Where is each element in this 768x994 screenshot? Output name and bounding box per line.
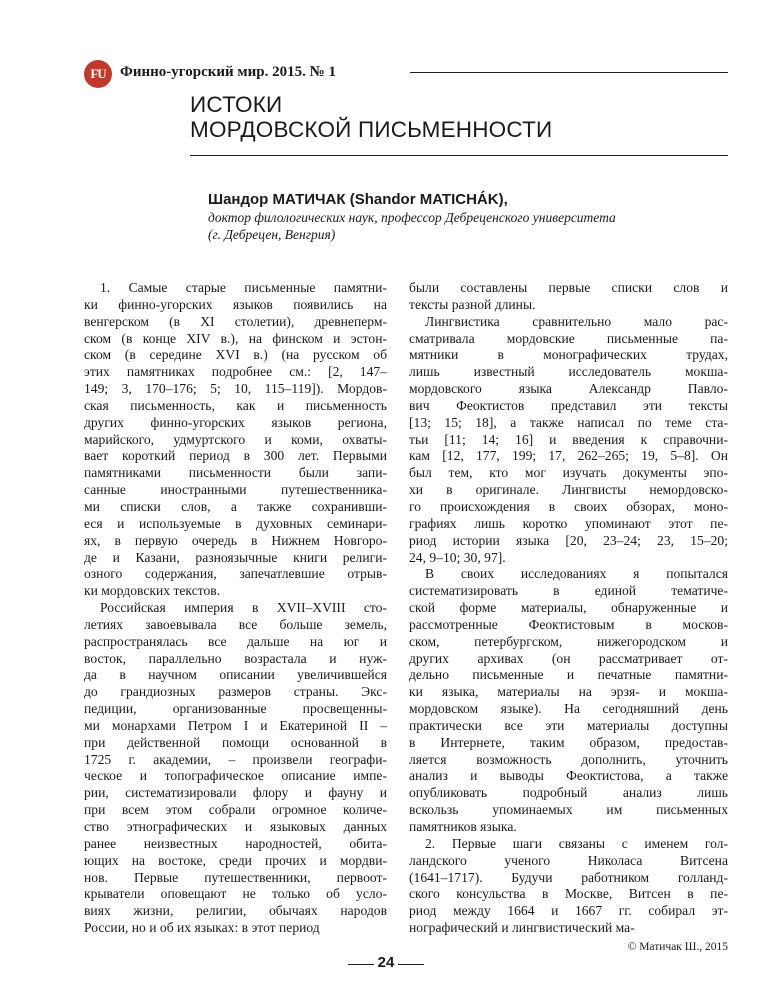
text-line: ческое и топографическое описание импе-: [84, 768, 387, 784]
text-line: ляется возможность дополнить, уточнить: [409, 751, 728, 767]
text-line: мордовском языке). На сегодняшний день: [409, 701, 728, 717]
title-divider: [190, 155, 728, 156]
text-line: ми монархами Петром I и Екатериной II –: [84, 717, 387, 733]
text-line: ки мордовских текстов.: [84, 583, 221, 599]
text-line: 24, 9–10; 30, 97].: [409, 549, 506, 565]
text-line: других архивах (он рассматривает от-: [409, 650, 728, 666]
text-line: 1. Самые старые письменные памятни-: [100, 280, 387, 295]
text-line: лишь известный исследователь мокша-: [409, 364, 728, 380]
journal-logo-icon: FU: [84, 60, 112, 88]
text-line: памятниками письменности были запи-: [84, 465, 387, 481]
header-divider: [410, 72, 728, 73]
text-line: де и Казани, разноязычные книги религи-: [84, 549, 387, 565]
text-line: были составлены первые списки слов и: [409, 280, 728, 295]
article-title: [190, 92, 552, 142]
text-line: дельно письменные и печатные памятни-: [409, 667, 728, 683]
text-line: летиях завоевывала все больше земель,: [84, 616, 387, 632]
text-line: памятников языка.: [409, 819, 517, 834]
text-line: ство этнографических и языковых данных: [84, 819, 387, 834]
text-line: хи в оригинале. Лингвисты немордовско-: [409, 482, 728, 498]
text-line: ранее неизвестных народностей, обита-: [84, 835, 387, 851]
text-line: крыватели оповещают не только об усло-: [84, 886, 387, 902]
text-line: риод истории языка [20, 23–24; 23, 15–20;: [409, 532, 728, 548]
text-line: ландского ученого Николаса Витсена: [409, 852, 728, 868]
text-line: [13; 15; 18], а также написал по теме ста-: [409, 414, 728, 430]
text-line: еся и используемые в духовных семинари-: [84, 515, 387, 531]
text-line: ском (в конце XIV в.), на финском и эстон-: [84, 330, 387, 346]
text-line: 1725 г. академии, – произвели географи-: [84, 751, 387, 767]
text-line: ском (в середине XVI в.) (на русском об: [84, 347, 387, 363]
text-line: вич Феоктистов представил эти тексты: [409, 397, 728, 413]
author-name: Шандор МАТИЧАК (Shandor MATICHÁK),: [208, 191, 508, 208]
text-line: распространялась все дальше на юг и: [84, 633, 387, 649]
text-line: при всем этом собрали огромное количе-: [84, 802, 387, 818]
text-column-right: [409, 280, 728, 937]
text-line: озного содержания, запечатлевшие отрыв-: [84, 566, 387, 582]
text-line: Лингвистика сравнительно мало рас-: [425, 313, 728, 329]
text-line: графиях лишь коротко упоминают этот пе-: [409, 515, 728, 531]
text-line: мятники в монографических трудах,: [409, 347, 728, 363]
text-line: венгерском (в XI столетии), древнеперм-: [84, 313, 387, 329]
text-line: го происхождения в своих обзорах, моно-: [409, 498, 728, 514]
text-line: России, но и об их языках: в этот период: [84, 920, 320, 936]
text-line: ском, петербургском, нижегородском и: [409, 633, 728, 649]
affiliation-line-2: (г. Дебрецен, Венгрия): [208, 227, 336, 242]
text-line: виях жизни, религии, обычаях народов: [84, 903, 387, 919]
copyright-notice: © Матичак Ш., 2015: [627, 941, 728, 953]
text-line: ской форме материалы, обнаруженные и: [409, 600, 728, 616]
text-line: 149; 3, 170–176; 5; 10, 115–119]). Мордов-: [84, 381, 387, 397]
text-line: до грандиозных размеров страны. Экс-: [84, 684, 387, 700]
text-line: ях, в первую очередь в Нижнем Новгоро-: [84, 532, 387, 548]
text-line: ки финно-угорских языков появились на: [84, 296, 387, 312]
text-line: при действенной помощи основанной в: [84, 734, 387, 750]
text-line: В своих исследованиях я попытался: [425, 566, 728, 582]
text-line: систематизировать в единой тематиче-: [409, 583, 728, 599]
text-line: опубликовать подробный анализ лишь: [409, 785, 728, 801]
text-line: тексты разной длины.: [409, 296, 536, 312]
text-line: рассмотренные Феоктистовым в москов-: [409, 616, 728, 632]
author-affiliation: [208, 209, 728, 243]
text-line: рии, систематизировали флору и фауну и: [84, 785, 387, 801]
text-line: ки языка, материалы на эрзя- и мокша-: [409, 684, 728, 700]
title-line-1: ИСТОКИ: [190, 92, 283, 117]
text-line: восток, параллельно возрастала и нуж-: [84, 650, 387, 666]
text-line: ющих на востоке, среди прочих и мордви-: [84, 852, 387, 868]
text-line: ского консульства в Москве, Витсен в пе-: [409, 886, 728, 902]
text-line: был тем, кто мог изучать документы эпо-: [409, 465, 728, 481]
text-line: тьи [11; 14; 16] и введения к справочни-: [409, 431, 728, 447]
text-line: вскользь упоминаемых им письменных: [409, 802, 728, 818]
text-line: риод между 1664 и 1667 гг. собирал эт-: [409, 903, 728, 919]
journal-title: Финно-угорский мир. 2015. № 1: [120, 64, 336, 80]
text-line: в Интернете, таким образом, предостав-: [409, 734, 728, 750]
text-line: мордовского языка Александр Павло-: [409, 381, 728, 397]
text-column-left: [84, 280, 387, 937]
title-line-2: МОРДОВСКОЙ ПИСЬМЕННОСТИ: [190, 117, 553, 142]
text-line: вает короткий период в 300 лет. Первыми: [84, 448, 387, 464]
text-line: (1641–1717). Будучи работником голланд-: [409, 869, 728, 885]
text-line: педиции, организованные просвещенны-: [84, 701, 387, 717]
text-line: нов. Первые путешественники, первоот-: [84, 869, 387, 885]
text-line: других финно-угорских языков региона,: [84, 414, 387, 430]
text-line: анализ и выводы Феоктистова, а также: [409, 768, 728, 784]
text-line: нографический и лингвистический ма-: [409, 920, 635, 936]
page-number: 24: [348, 954, 424, 971]
text-line: санные иностранными путешественника-: [84, 482, 387, 498]
running-header: [84, 60, 728, 88]
text-line: кам [12, 177, 199; 17, 262–265; 19, 5–8]. Он: [409, 448, 728, 464]
affiliation-line-1: доктор филологических наук, профессор Дебреценского университета: [208, 210, 616, 225]
text-line: ми списки слов, а также сохранивши-: [84, 498, 387, 514]
text-line: ская письменность, как и письменность: [84, 397, 387, 413]
text-line: марийского, удмуртского и коми, охваты-: [84, 431, 387, 447]
text-line: этих памятниках подробнее см.: [2, 147–: [84, 364, 387, 380]
text-line: Российская империя в XVII–XVIII сто-: [100, 600, 387, 616]
text-line: сматривала мордовские письменные па-: [409, 330, 728, 346]
text-line: практически все эти материалы доступны: [409, 717, 728, 733]
text-line: 2. Первые шаги связаны с именем гол-: [425, 835, 728, 851]
text-line: да в научном описании увеличившейся: [84, 667, 387, 683]
